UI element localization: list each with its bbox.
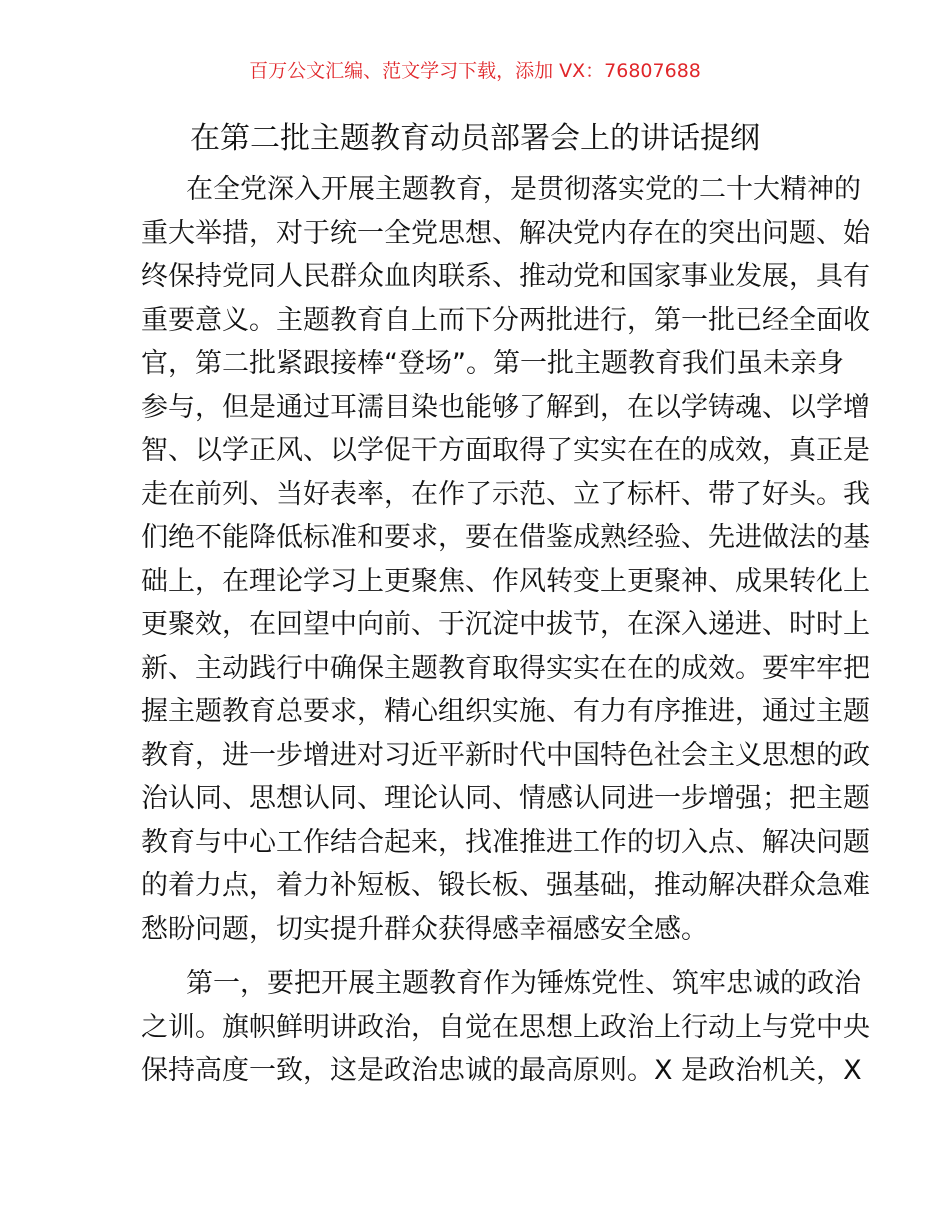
paragraph-line: 官，第二批紧跟接棒“登场”。第一批主题教育我们虽未亲身 [141, 348, 844, 379]
paragraph-line: 在全党深入开展主题教育，是贯彻落实党的二十大精神的 [186, 174, 861, 205]
paragraph-line: 更聚效，在回望中向前、于沉淀中拔节，在深入递进、时时上 [141, 609, 870, 640]
paragraph-line: 的着力点，着力补短板、锻长板、强基础，推动解决群众急难 [141, 870, 870, 901]
paragraph-line: 参与，但是通过耳濡目染也能够了解到，在以学铸魂、以学增 [141, 391, 870, 423]
paragraph-line: 之训。旗帜鲜明讲政治，自觉在思想上政治上行动上与党中央 [141, 1011, 870, 1043]
paragraph-line: 重大举措，对于统一全党思想、解决党内存在的突出问题、始 [141, 217, 870, 249]
paragraph-line: 教育，进一步增进对习近平新时代中国特色社会主义思想的政 [141, 739, 870, 771]
paragraph-line: 们绝不能降低标准和要求，要在借鉴成熟经验、先进做法的基 [141, 522, 870, 553]
paragraph-line: 础上，在理论学习上更聚焦、作风转变上更聚神、成果转化上 [141, 565, 870, 597]
paragraph-line: 治认同、思想认同、理论认同、情感认同进一步增强；把主题 [141, 783, 870, 814]
paragraph-line: 握主题教育总要求，精心组织实施、有力有序推进，通过主题 [141, 696, 870, 727]
watermark-header: 百万公文汇编、范文学习下载，添加 VX：76807688 [249, 60, 701, 82]
paragraph-line: 走在前列、当好表率，在作了示范、立了标杆、带了好头。我 [141, 478, 870, 510]
document-title: 在第二批主题教育动员部署会上的讲话提纲 [190, 121, 760, 156]
paragraph-line: 智、以学正风、以学促干方面取得了实实在在的成效，真正是 [141, 435, 870, 466]
paragraph-line: 保持高度一致，这是政治忠诚的最高原则。X 是政治机关，X [141, 1055, 862, 1086]
paragraph-line: 愁盼问题，切实提升群众获得感幸福感安全感。 [141, 913, 708, 945]
paragraph-line: 第一，要把开展主题教育作为锤炼党性、筑牢忠诚的政治 [186, 968, 861, 999]
paragraph-line: 新、主动践行中确保主题教育取得实实在在的成效。要牢牢把 [141, 652, 870, 684]
paragraph-line: 终保持党同人民群众血肉联系、推动党和国家事业发展，具有 [141, 261, 870, 292]
paragraph-line: 教育与中心工作结合起来，找准推进工作的切入点、解决问题 [141, 826, 870, 858]
paragraph-line: 重要意义。主题教育自上而下分两批进行，第一批已经全面收 [141, 304, 870, 336]
